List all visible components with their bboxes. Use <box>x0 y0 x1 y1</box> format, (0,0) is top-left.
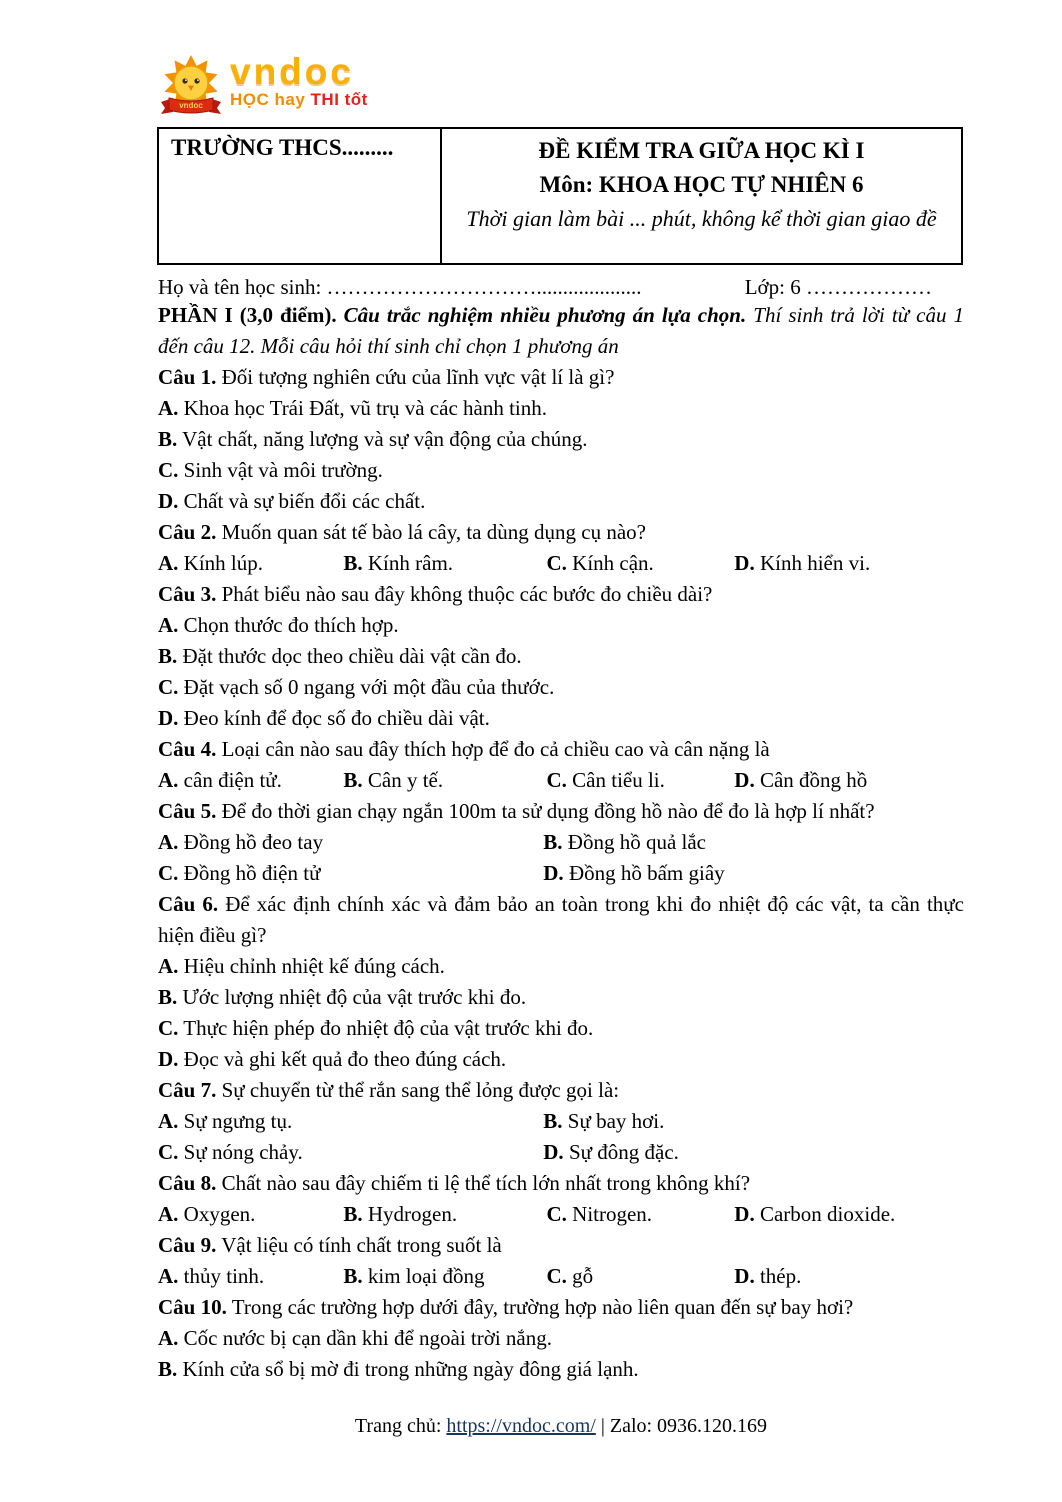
option-letter: C. <box>546 1264 567 1288</box>
option-d: D. Đồng hồ bấm giây <box>543 861 725 885</box>
options <box>158 827 964 889</box>
tagline-thi-tot: THI tốt <box>310 90 368 109</box>
rooster-mascot-icon <box>158 54 224 118</box>
option-letter: B. <box>158 1357 178 1381</box>
option-letter: C. <box>158 675 179 699</box>
option-a: A. Oxygen. <box>158 1202 256 1226</box>
part1-intro <box>158 300 964 362</box>
option-c: C. gỗ <box>546 1264 594 1288</box>
logo-tagline <box>230 90 368 110</box>
question-9 <box>158 1230 964 1292</box>
option-c: C. Kính cận. <box>546 551 654 575</box>
question-list <box>158 362 964 1385</box>
option-letter: A. <box>158 613 179 637</box>
option-c: C. Cân tiểu li. <box>546 768 665 792</box>
option-letter: B. <box>158 427 178 451</box>
option-d: D. Chất và sự biến đổi các chất. <box>158 489 426 513</box>
options <box>158 1106 964 1168</box>
question-text: Câu 9. Vật liệu có tính chất trong suốt là <box>158 1233 502 1257</box>
option-b: B. Đồng hồ quả lắc <box>543 830 706 854</box>
option-d: D. Kính hiển vi. <box>734 551 871 575</box>
option-letter: D. <box>158 1047 179 1071</box>
tagline-hoc-hay: HỌC hay <box>230 90 306 109</box>
question-6 <box>158 889 964 1075</box>
option-letter: A. <box>158 1326 179 1350</box>
question-text: Câu 5. Để đo thời gian chạy ngắn 100m ta sử dụng đồng hồ nào để đo là hợp lí nhất? <box>158 799 875 823</box>
homepage-link[interactable]: https://vndoc.com/ <box>446 1415 596 1437</box>
options <box>158 765 964 796</box>
options <box>158 951 964 1075</box>
option-letter: A. <box>158 1109 179 1133</box>
part1-instructions: Thí sinh trả lời từ câu 1 đến câu 12. Mỗi câu hỏi thí sinh chỉ chọn 1 phương án <box>158 303 965 358</box>
question-text: Câu 2. Muốn quan sát tế bào lá cây, ta dùng dụng cụ nào? <box>158 520 646 544</box>
question-text: Câu 3. Phát biểu nào sau đây không thuộc các bước đo chiều dài? <box>158 582 713 606</box>
question-text: Câu 10. Trong các trường hợp dưới đây, trường hợp nào liên quan đến sự bay hơi? <box>158 1295 854 1319</box>
question-5 <box>158 796 964 889</box>
footer-prefix: Trang chủ: <box>354 1415 442 1437</box>
option-letter: C. <box>546 551 567 575</box>
banner-text: vndoc <box>179 101 203 110</box>
question-number: Câu 1. <box>158 365 217 389</box>
option-d: D. Đeo kính để đọc số đo chiều dài vật. <box>158 706 490 730</box>
option-letter: B. <box>543 1109 563 1133</box>
option-d: D. Carbon dioxide. <box>734 1202 896 1226</box>
option-b: B. Đặt thước dọc theo chiều dài vật cần đo. <box>158 644 522 668</box>
logo-text-block <box>230 51 368 110</box>
exam-duration: Thời gian làm bài ... phút, không kể thời gian giao đề <box>466 206 937 231</box>
option-letter: D. <box>734 1264 755 1288</box>
exam-subject: Môn: KHOA HỌC TỰ NHIÊN 6 <box>539 172 864 197</box>
option-letter: A. <box>158 551 179 575</box>
option-d: D. thép. <box>734 1264 802 1288</box>
option-c: C. Thực hiện phép đo nhiệt độ của vật trước khi đo. <box>158 1016 594 1040</box>
option-letter: A. <box>158 1202 179 1226</box>
option-a: A. thủy tinh. <box>158 1264 265 1288</box>
option-letter: A. <box>158 396 179 420</box>
question-number: Câu 6. <box>158 892 219 916</box>
option-a: A. Hiệu chỉnh nhiệt kế đúng cách. <box>158 954 445 978</box>
question-number: Câu 8. <box>158 1171 217 1195</box>
question-text: Câu 4. Loại cân nào sau đây thích hợp để đo cả chiều cao và cân nặng là <box>158 737 770 761</box>
question-3 <box>158 579 964 734</box>
option-letter: A. <box>158 954 179 978</box>
option-a: A. cân điện tử. <box>158 768 282 792</box>
option-a: A. Đồng hồ đeo tay <box>158 830 324 854</box>
option-b: B. Kính râm. <box>343 551 454 575</box>
options <box>158 1323 964 1385</box>
question-number: Câu 2. <box>158 520 217 544</box>
option-letter: D. <box>734 551 755 575</box>
option-d: D. Đọc và ghi kết quả đo theo đúng cách. <box>158 1047 507 1071</box>
question-2 <box>158 517 964 579</box>
options <box>158 1261 964 1292</box>
vndoc-logo <box>158 51 368 118</box>
option-a: A. Cốc nước bị cạn dần khi để ngoài trời nắng. <box>158 1326 553 1350</box>
option-letter: D. <box>543 861 564 885</box>
question-number: Câu 4. <box>158 737 217 761</box>
option-letter: B. <box>543 830 563 854</box>
footer-zalo: | Zalo: 0936.120.169 <box>600 1415 768 1437</box>
option-letter: C. <box>158 1140 179 1164</box>
option-letter: B. <box>343 1264 363 1288</box>
exam-title-cell <box>442 129 961 263</box>
student-class-field: Lớp: 6 ……………… <box>744 275 932 299</box>
option-a: A. Kính lúp. <box>158 551 264 575</box>
option-letter: A. <box>158 768 179 792</box>
options <box>158 548 964 579</box>
option-letter: C. <box>546 1202 567 1226</box>
option-letter: D. <box>543 1140 564 1164</box>
part1-label: PHẦN I (3,0 điểm). <box>158 303 337 327</box>
option-a: A. Sự ngưng tụ. <box>158 1109 293 1133</box>
question-number: Câu 10. <box>158 1295 227 1319</box>
option-c: C. Sự nóng chảy. <box>158 1140 303 1164</box>
option-letter: D. <box>158 489 179 513</box>
option-letter: C. <box>158 861 179 885</box>
page-footer <box>158 1412 964 1440</box>
exam-body <box>158 300 964 1385</box>
question-7 <box>158 1075 964 1168</box>
option-c: C. Đồng hồ điện tử <box>158 861 321 885</box>
option-letter: B. <box>158 644 178 668</box>
option-letter: C. <box>158 1016 179 1040</box>
option-b: B. Ước lượng nhiệt độ của vật trước khi đo. <box>158 985 527 1009</box>
part1-subtitle: Câu trắc nghiệm nhiều phương án lựa chọn. <box>343 303 747 327</box>
question-number: Câu 7. <box>158 1078 217 1102</box>
question-4 <box>158 734 964 796</box>
option-b: B. Cân y tế. <box>343 768 444 792</box>
options <box>158 1199 964 1230</box>
option-letter: B. <box>343 1202 363 1226</box>
question-text: Câu 7. Sự chuyển từ thể rắn sang thể lỏng được gọi là: <box>158 1078 620 1102</box>
question-10 <box>158 1292 964 1385</box>
option-d: D. Sự đông đặc. <box>543 1140 679 1164</box>
option-letter: B. <box>343 768 363 792</box>
student-name-field: Họ và tên học sinh: ………………………….................... <box>158 275 642 299</box>
option-b: B. Sự bay hơi. <box>543 1109 665 1133</box>
logo-wordmark: vndoc <box>230 51 354 92</box>
option-letter: C. <box>546 768 567 792</box>
option-b: B. Vật chất, năng lượng và sự vận động của chúng. <box>158 427 588 451</box>
option-letter: C. <box>158 458 179 482</box>
option-c: C. Nitrogen. <box>546 1202 653 1226</box>
option-c: C. Đặt vạch số 0 ngang với một đầu của thước. <box>158 675 555 699</box>
option-letter: D. <box>734 768 755 792</box>
question-text: Câu 1. Đối tượng nghiên cứu của lĩnh vực vật lí là gì? <box>158 365 615 389</box>
question-text: Câu 6. Để xác định chính xác và đảm bảo an toàn trong khi đo nhiệt độ các vật, ta cần thực hiện điều gì? <box>158 892 964 947</box>
option-letter: B. <box>158 985 178 1009</box>
options <box>158 393 964 517</box>
exam-header-table <box>157 127 963 265</box>
question-text: Câu 8. Chất nào sau đây chiếm ti lệ thể tích lớn nhất trong không khí? <box>158 1171 751 1195</box>
option-b: B. Kính cửa sổ bị mờ đi trong những ngày đông giá lạnh. <box>158 1357 639 1381</box>
option-c: C. Sinh vật và môi trường. <box>158 458 383 482</box>
option-a: A. Chọn thước đo thích hợp. <box>158 613 399 637</box>
option-letter: B. <box>343 551 363 575</box>
question-1 <box>158 362 964 517</box>
option-letter: A. <box>158 830 179 854</box>
option-letter: D. <box>158 706 179 730</box>
option-letter: D. <box>734 1202 755 1226</box>
school-name-cell: TRƯỜNG THCS......... <box>159 129 442 263</box>
student-info-line <box>158 272 964 303</box>
option-b: B. Hydrogen. <box>343 1202 458 1226</box>
question-8 <box>158 1168 964 1230</box>
option-letter: A. <box>158 1264 179 1288</box>
logo-banner <box>161 98 221 114</box>
option-a: A. Khoa học Trái Đất, vũ trụ và các hành tinh. <box>158 396 548 420</box>
exam-title: ĐỀ KIỂM TRA GIỮA HỌC KÌ I <box>538 138 865 163</box>
question-number: Câu 5. <box>158 799 217 823</box>
question-number: Câu 9. <box>158 1233 217 1257</box>
options <box>158 610 964 734</box>
question-number: Câu 3. <box>158 582 217 606</box>
option-b: B. kim loại đồng <box>343 1264 485 1288</box>
option-d: D. Cân đồng hồ <box>734 768 868 792</box>
